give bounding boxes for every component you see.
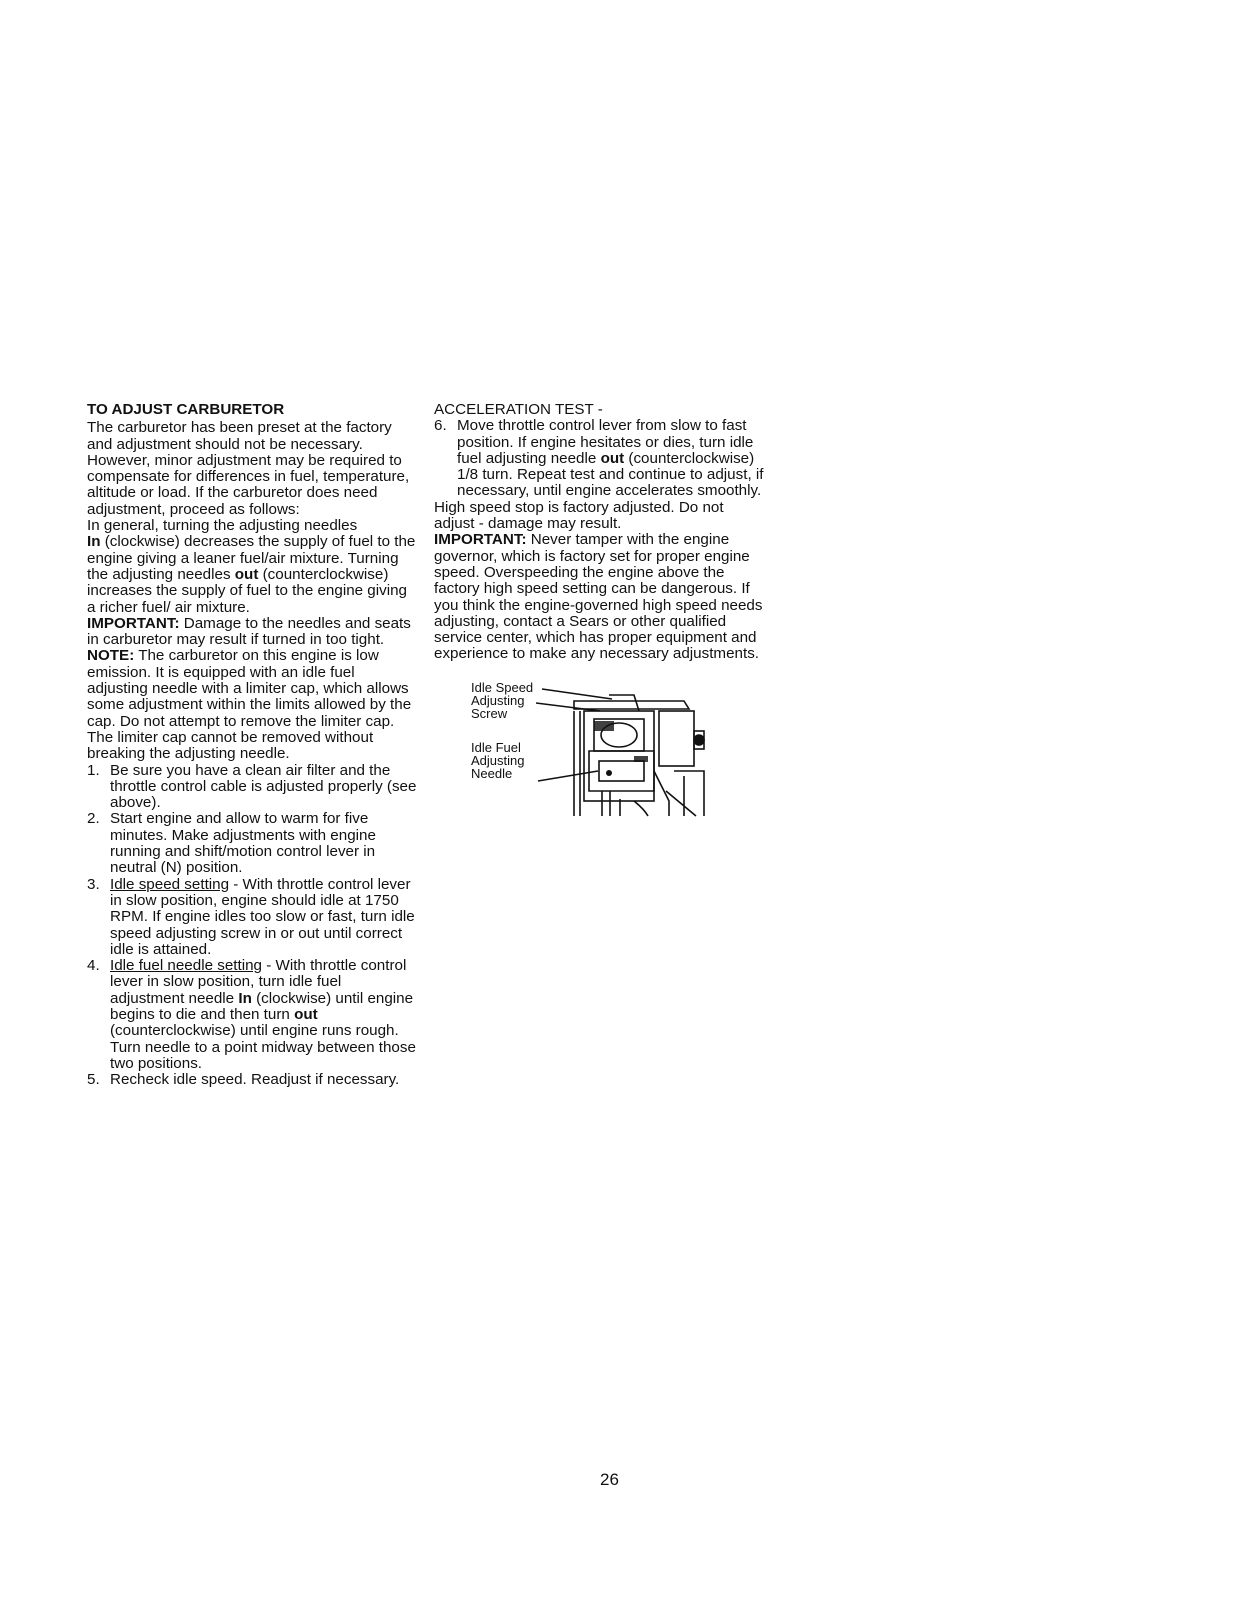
label-line: Adjusting bbox=[471, 752, 525, 768]
step-title: Idle speed setting bbox=[110, 875, 230, 893]
step-number: 1. bbox=[87, 761, 100, 779]
step-6 bbox=[434, 418, 764, 499]
important-text: Damage to the needles and seats in carburetor may result if turned in too tight. bbox=[87, 614, 411, 649]
right-column bbox=[434, 402, 764, 821]
step-bold-out: out bbox=[600, 449, 625, 467]
step-3 bbox=[87, 877, 417, 958]
label-line: Needle bbox=[471, 765, 513, 781]
step-bold-out: out bbox=[294, 1005, 318, 1023]
important-text: Never tamper with the engine governor, which is factory set for proper engine speed. Overspeeding the engine above the factory high speed setting can be dangerous. If you think the engine-governed high speed needs adjusting, contact a Sears or other qualified service center, which has proper equipment and experience to make any necessary adjustments. bbox=[434, 531, 763, 663]
label-line: Idle Fuel bbox=[471, 739, 521, 755]
step-text: Be sure you have a clean air filter and the throttle control cable is adjusted properly (see above). bbox=[110, 761, 417, 812]
general-text-1: In general, turning the adjusting needles bbox=[87, 517, 358, 535]
general-text-2: (clockwise) decreases the supply of fuel to the engine giving a leaner fuel/air mixture. Turning the adjusting needles bbox=[87, 533, 416, 583]
step-text: - With throttle control lever in slow position, turn idle fuel adjustment needle bbox=[110, 957, 407, 1007]
step-text: (counterclockwise) 1/8 turn. Repeat test and continue to adjust, if necessary, until engine accelerates smoothly. bbox=[457, 449, 764, 500]
step-text: - With throttle control lever in slow position, engine should idle at 1750 RPM. If engine idles too slow or fast, turn idle speed adjusting screw in or out until correct idle is attained. bbox=[110, 875, 415, 958]
important-label: IMPORTANT: bbox=[87, 614, 180, 632]
note-text: The carburetor on this engine is low emission. It is equipped with an idle fuel adjusting needle with a limiter cap, which allows some adjustment within the limits allowed by the cap. Do not attempt to remove the limiter cap. The limiter cap cannot be removed without breaking the adjusting needle. bbox=[87, 647, 412, 763]
step-4 bbox=[87, 958, 417, 1072]
step-text: (clockwise) until engine begins to die and then turn bbox=[110, 989, 414, 1023]
important-paragraph bbox=[87, 616, 417, 649]
step-title: Idle fuel needle setting bbox=[110, 957, 262, 975]
step-bold-in: In bbox=[238, 989, 252, 1007]
step-number: 3. bbox=[87, 875, 100, 893]
page-number: 26 bbox=[600, 1470, 619, 1489]
label-line: Adjusting bbox=[471, 692, 525, 708]
note-label: NOTE: bbox=[87, 647, 135, 665]
step-5 bbox=[87, 1072, 417, 1088]
important-paragraph-right bbox=[434, 532, 764, 662]
high-speed-paragraph: High speed stop is factory adjusted. Do not adjust - damage may result. bbox=[434, 498, 724, 533]
general-paragraph bbox=[87, 518, 417, 616]
step-text: Move throttle control lever from slow to fast position. If engine hesitates or dies, turn idle fuel adjusting needle bbox=[457, 417, 754, 467]
label-line: Screw bbox=[471, 705, 508, 721]
section-heading: TO ADJUST CARBURETOR bbox=[87, 401, 285, 418]
step-2 bbox=[87, 811, 417, 876]
step-number: 4. bbox=[87, 957, 100, 975]
note-paragraph bbox=[87, 648, 417, 762]
general-text-3: (counterclockwise) increases the supply of fuel to the engine giving a richer fuel/ air mixture. bbox=[87, 565, 407, 616]
carburetor-illustration bbox=[434, 681, 734, 821]
step-text: (counterclockwise) until engine runs rough. Turn needle to a point midway between those two positions. bbox=[110, 1022, 416, 1072]
step-1 bbox=[87, 763, 417, 812]
label-line: Idle Speed bbox=[471, 679, 534, 695]
carburetor-figure bbox=[434, 681, 734, 821]
step-number: 6. bbox=[434, 417, 447, 435]
acceleration-heading: ACCELERATION TEST - bbox=[434, 401, 603, 418]
important-label: IMPORTANT: bbox=[434, 531, 527, 549]
intro-paragraph: The carburetor has been preset at the factory and adjustment should not be necessary. However, minor adjustment may be required to compensate for differences in fuel, temperature, altitude or load. If the carburetor does need adjustment, proceed as follows: bbox=[87, 419, 410, 518]
left-column bbox=[87, 402, 417, 1088]
general-out-bold: out bbox=[234, 565, 259, 583]
step-number: 2. bbox=[87, 810, 100, 828]
step-number: 5. bbox=[87, 1071, 100, 1089]
step-text: Start engine and allow to warm for five minutes. Make adjustments with engine running and shift/motion control lever in neutral (N) position. bbox=[110, 810, 376, 877]
step-text: Recheck idle speed. Readjust if necessary. bbox=[110, 1071, 400, 1089]
general-in-bold: In bbox=[87, 533, 101, 551]
